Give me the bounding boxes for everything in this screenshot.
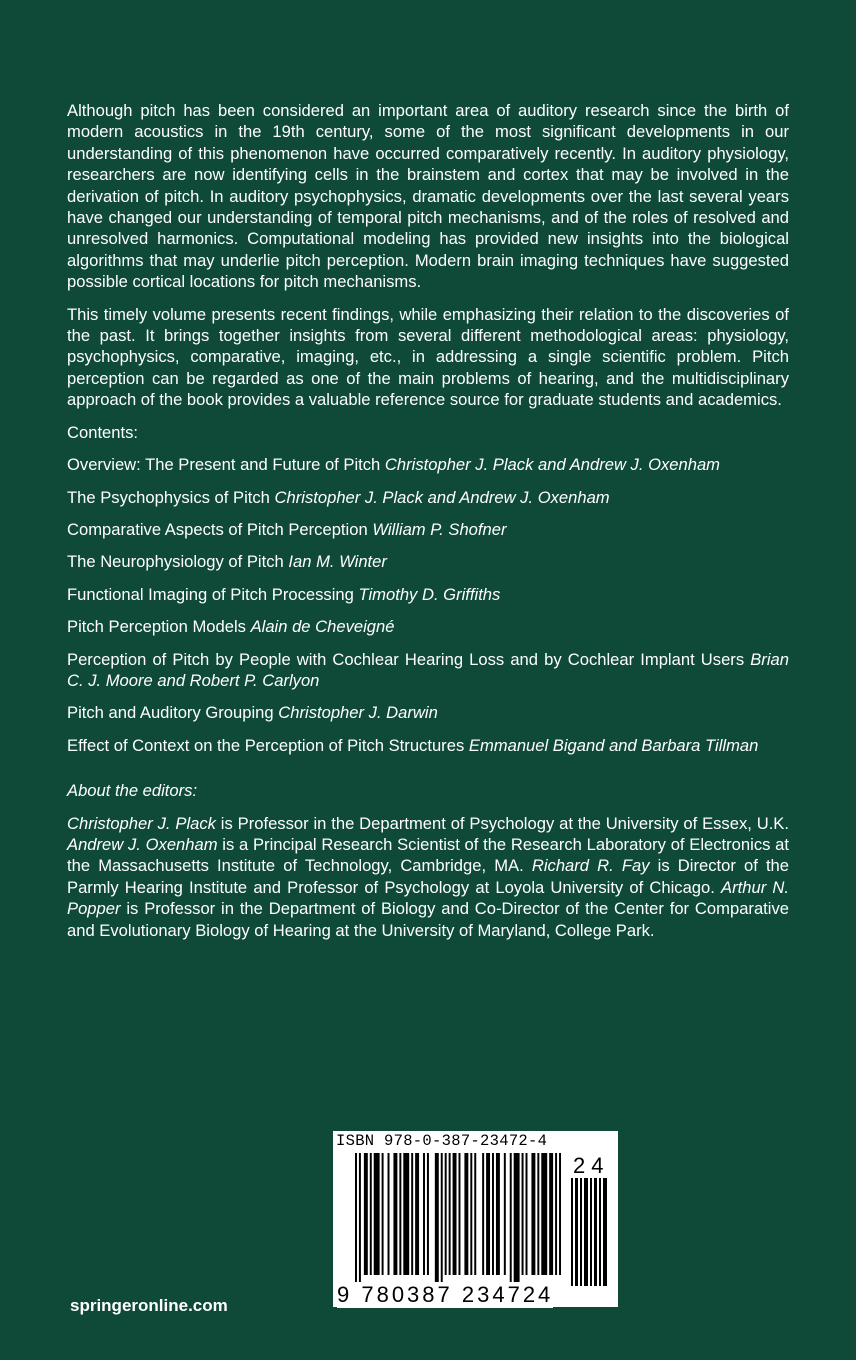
barcode-bar — [549, 1153, 553, 1275]
barcode-bar — [382, 1153, 384, 1275]
barcode-bar — [522, 1153, 524, 1275]
toc-item — [67, 735, 789, 756]
barcode-bar — [445, 1153, 447, 1275]
barcode-bar — [486, 1153, 490, 1275]
barcode-bar — [411, 1153, 413, 1275]
toc-authors: William P. Shofner — [372, 519, 507, 539]
isbn-barcode — [333, 1131, 618, 1307]
editor-name: Andrew J. Oxenham — [67, 834, 218, 854]
barcode-bar — [580, 1178, 582, 1286]
barcode-bar — [393, 1153, 397, 1275]
toc-authors: Christopher J. Darwin — [278, 703, 438, 723]
barcode-bar — [403, 1153, 409, 1275]
description-paragraph-2: This timely volume presents recent findings, while emphasizing their relation to the discoveries of the past. It brings together insights from several different methodological areas: physiology, psychophysics, comparative, imaging, etc., in addressing a single scientific problem. Pitch perception can be regarded as one of the main problems of hearing, and the multidisciplinary approach of the book provides a valuable reference source for graduate students and academics. — [67, 304, 789, 410]
toc-item — [67, 519, 789, 540]
toc-title: Pitch and Auditory Grouping — [67, 703, 274, 723]
barcode-bar — [590, 1178, 592, 1286]
barcode-bar — [474, 1153, 476, 1275]
barcode-bar — [599, 1178, 601, 1286]
toc-authors: Ian M. Winter — [288, 552, 387, 572]
barcode-bar — [359, 1153, 361, 1285]
toc-authors: Alain de Cheveigné — [250, 617, 395, 637]
toc-title: Effect of Context on the Perception of Pitch Structures — [67, 735, 465, 755]
barcode-bar — [496, 1153, 500, 1275]
barcode-bar — [435, 1153, 439, 1285]
barcode-bar — [427, 1153, 429, 1275]
barcode-bar — [571, 1178, 573, 1286]
barcode-bar — [531, 1153, 535, 1275]
toc-title: Overview: The Present and Future of Pitch — [67, 455, 381, 475]
toc-authors: Christopher J. Plack and Andrew J. Oxenham — [274, 487, 610, 507]
barcode-bar — [470, 1153, 472, 1275]
barcode-bar — [399, 1153, 401, 1275]
barcode-bar — [594, 1178, 597, 1286]
editor-bio: is Director of the Parmly Hearing Institute and Professor of Psychology at Loyola University of Chicago. — [67, 856, 790, 897]
toc-authors: Brian C. J. Moore and Robert P. Carlyon — [67, 649, 789, 690]
toc-item — [67, 551, 789, 572]
barcode-bar — [458, 1153, 460, 1275]
addon-number: 24 — [573, 1153, 610, 1178]
barcode-bar — [510, 1153, 512, 1285]
toc-item — [67, 702, 789, 723]
barcode-bar — [541, 1153, 547, 1275]
editor-bio: is a Principal Research Scientist of the Research Laboratory of Electronics at the Massachusetts Institute of Technology, Cambridge, MA. — [67, 834, 789, 876]
toc-authors: Emmanuel Bigand and Barbara Tillman — [468, 735, 759, 755]
ean-barcode-bars — [355, 1153, 565, 1288]
editor-bio: is Professor in the Department of Biology and Co-Director of the Center for Comparative and Evolutionary Biology of Hearing at the University of Maryland, College Park. — [67, 899, 789, 940]
barcode-bar — [514, 1153, 520, 1285]
about-editors-text — [67, 813, 789, 941]
barcode-bar — [388, 1153, 390, 1275]
toc-title: The Neurophysiology of Pitch — [67, 552, 284, 572]
toc-authors: Timothy D. Griffiths — [358, 584, 501, 604]
barcode-bar — [603, 1178, 607, 1286]
publisher-website: springeronline.com — [70, 1296, 228, 1315]
toc-title: Pitch Perception Models — [67, 617, 246, 637]
editor-name: Arthur N. Popper — [67, 877, 789, 919]
editor-name: Richard R. Fay — [531, 856, 650, 876]
barcode-bar — [555, 1153, 557, 1275]
toc-title: Comparative Aspects of Pitch Perception — [67, 519, 368, 539]
editor-bio: is Professor in the Department of Psychology at the University of Essex, U.K. — [215, 813, 789, 833]
toc-item — [67, 616, 789, 637]
toc-item — [67, 454, 789, 475]
toc-item — [67, 649, 789, 692]
toc-item — [67, 487, 789, 508]
toc-title: The Psychophysics of Pitch — [67, 487, 270, 507]
barcode-bar — [526, 1153, 528, 1275]
ean-number: 9 780387 234724 — [337, 1282, 554, 1307]
barcode-bar — [364, 1153, 368, 1275]
description-paragraph-1: Although pitch has been considered an important area of auditory research since the birth of modern acoustics in the 19th century, some of the most significant developments in our understanding of this phenomenon have occurred comparatively recently. In auditory physiology, researchers are now identifying cells in the brainstem and cortex that may be involved in the derivation of pitch. In auditory psychophysics, dramatic developments over the last several years have changed our understanding of temporal pitch mechanisms, and of the roles of resolved and unresolved harmonics. Computational modeling has provided new insights into the biological algorithms that may underlie pitch perception. Modern brain imaging techniques have suggested possible cortical locations for pitch mechanisms. — [67, 101, 789, 292]
contents-heading: Contents: — [67, 422, 139, 442]
barcode-bar — [449, 1153, 451, 1275]
barcode-bar — [441, 1153, 443, 1285]
barcode-bar — [374, 1153, 380, 1275]
barcode-bar — [370, 1153, 372, 1275]
addon-barcode-bars — [571, 1178, 613, 1286]
isbn-text: ISBN 978-0-387-23472-4 — [336, 1132, 548, 1150]
about-editors-heading: About the editors: — [67, 781, 198, 801]
barcode-bar — [482, 1153, 484, 1275]
contents-list — [67, 454, 789, 756]
back-cover-text — [67, 100, 789, 952]
barcode-bar — [355, 1153, 357, 1285]
barcode-bar — [453, 1153, 457, 1275]
barcode-bar — [415, 1153, 419, 1275]
toc-title: Functional Imaging of Pitch Processing — [67, 584, 354, 604]
barcode-bar — [423, 1153, 425, 1275]
toc-item — [67, 584, 789, 605]
barcode-bar — [537, 1153, 539, 1275]
barcode-bar — [492, 1153, 494, 1275]
barcode-bar — [559, 1153, 561, 1275]
editor-name: Christopher J. Plack — [67, 813, 216, 833]
barcode-bar — [584, 1178, 588, 1286]
toc-authors: Christopher J. Plack and Andrew J. Oxenham — [384, 455, 721, 475]
toc-title: Perception of Pitch by People with Cochlear Hearing Loss and by Cochlear Implant Users — [67, 649, 745, 669]
barcode-bar — [504, 1153, 506, 1275]
barcode-bar — [464, 1153, 468, 1275]
barcode-bar — [575, 1178, 578, 1286]
